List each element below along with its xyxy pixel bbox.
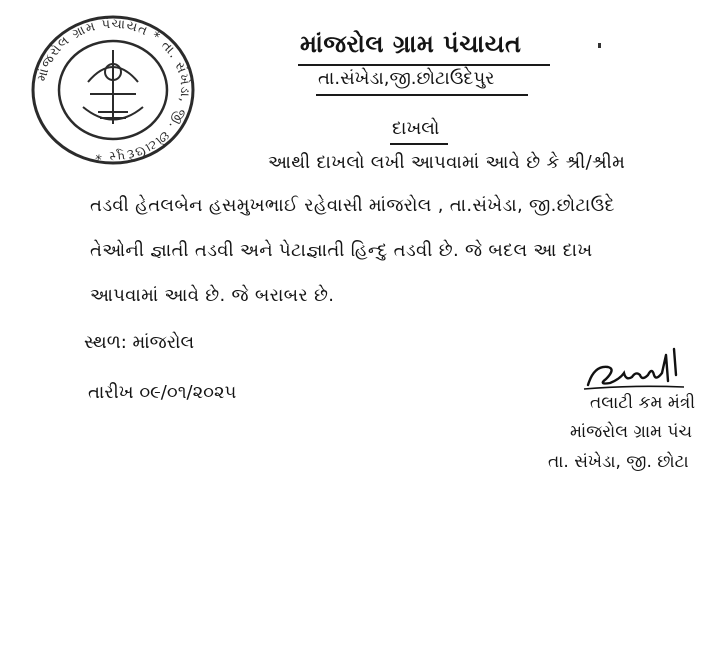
- signature-icon: [580, 345, 690, 395]
- page-subtitle: તા.સંખેડા,જી.છોટાઉદેપુર: [318, 68, 495, 89]
- signatory-panchayat: માંજરોલ ગ્રામ પંચ: [570, 422, 693, 442]
- certificate-heading: દાખલો: [392, 118, 440, 139]
- seal-text: માંજરોલ ગ્રામ પંચાયત * તા. સંખેડા, જી. છોટાઉદેપુર *: [34, 16, 193, 164]
- signatory-title: તલાટી કમ મંત્રી: [590, 393, 696, 413]
- seal-emblem-icon: [83, 50, 143, 124]
- place-label: સ્થળ: માંજરોલ: [84, 332, 195, 353]
- certificate-line-3: તેઓની જ્ઞાતી તડવી અને પેટાજ્ઞાતી હિન્દુ તડવી છે. જે બદલ આ દાખ: [90, 240, 593, 261]
- ink-mark: [598, 43, 601, 48]
- title-underline: [298, 64, 550, 66]
- date-label: તારીખ ૦૯/૦૧/૨૦૨૫: [88, 382, 237, 403]
- signatory-address: તા. સંખેડા, જી. છોટા: [548, 452, 689, 472]
- certificate-line-2: તડવી હેતલબેન હસમુખભાઈ રહેવાસી માંજરોલ , તા.સંખેડા, જી.છોટાઉદે: [90, 195, 615, 216]
- certificate-line-4: આપવામાં આવે છે. જે બરાબર છે.: [90, 285, 335, 306]
- heading-underline: [390, 143, 448, 145]
- certificate-line-1: આથી દાખલો લખી આપવામાં આવે છે કે શ્રી/શ્રીમ: [268, 152, 626, 173]
- page-title: માંજરોલ ગ્રામ પંચાયત: [300, 30, 522, 58]
- subtitle-underline: [316, 94, 528, 96]
- panchayat-seal-icon: [28, 12, 198, 168]
